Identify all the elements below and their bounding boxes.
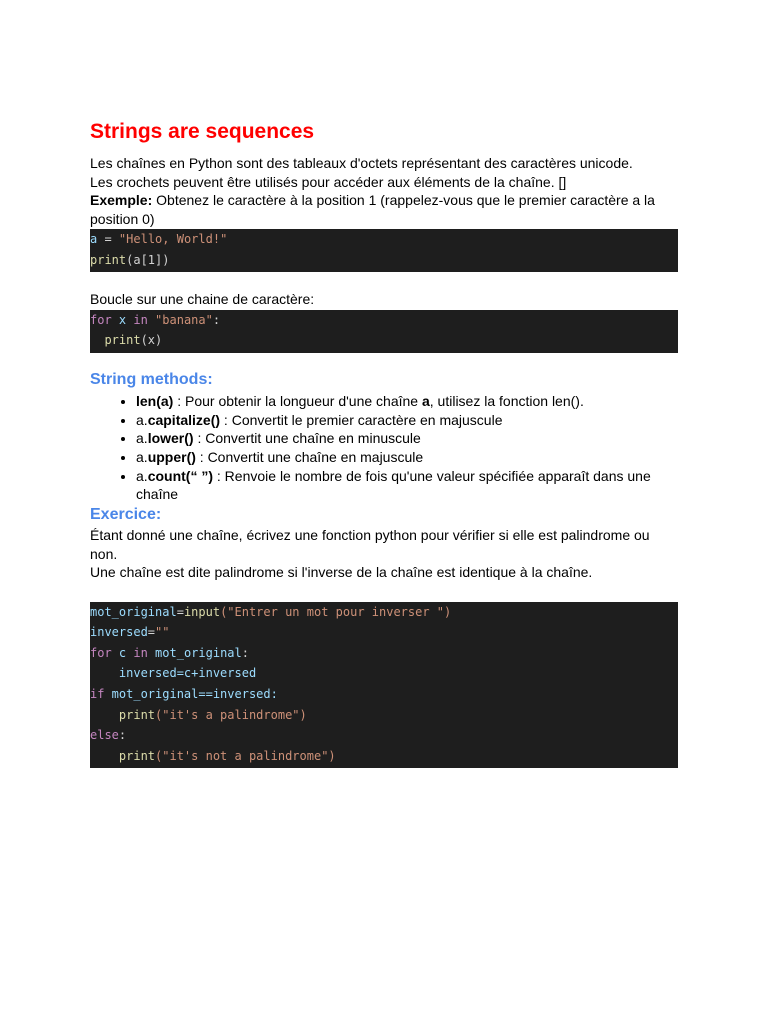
code-token: =: [147, 625, 156, 640]
code-token: mot_original: [147, 645, 242, 660]
code-token: mot_original: [104, 686, 199, 701]
code-token: "": [155, 625, 170, 640]
code-line: [90, 622, 678, 643]
code-token: [90, 708, 119, 722]
item-text: : Convertit le premier caractère en majuscule: [220, 411, 503, 428]
list-item: [136, 392, 680, 411]
code-token: mot_original: [90, 604, 177, 619]
code-token: print: [90, 252, 127, 267]
code-token: ==inversed:: [198, 686, 278, 701]
code-token: ("it's a palindrome"): [155, 707, 307, 722]
code-token: [90, 666, 119, 680]
item-prefix: a.: [136, 430, 148, 447]
example-text: Obtenez le caractère à la position 1 (rappelez-vous que le premier caractère a la position 0): [90, 192, 655, 227]
code-token: :: [118, 728, 127, 743]
code-token: [90, 333, 104, 347]
method-name: count(“ ”): [147, 467, 214, 484]
code-line: [90, 663, 678, 684]
list-item: [136, 411, 680, 430]
code-block-3: [90, 602, 678, 769]
code-line: [90, 330, 678, 351]
code-token: "banana": [147, 312, 213, 327]
code-line: [90, 725, 678, 746]
code-line: [90, 746, 678, 767]
code-token: inversed: [90, 625, 148, 640]
code-token: (x): [140, 333, 163, 348]
item-prefix: a.: [136, 411, 148, 428]
code-token: [90, 749, 119, 763]
intro-line-1: Les chaînes en Python sont des tableaux d'octets représentant des caractères unicode.: [90, 155, 633, 171]
loop-text: Boucle sur une chaine de caractère:: [90, 291, 315, 308]
item-prefix: a.: [136, 448, 148, 465]
code-token: x: [111, 312, 134, 327]
intro-line-2: Les crochets peuvent être utilisés pour accéder aux éléments de la chaîne. []: [90, 173, 567, 190]
code-line: [90, 684, 678, 705]
item-text-2: , utilisez la fonction len().: [429, 392, 584, 409]
code-token: =: [176, 604, 184, 619]
code-token: =c+inversed: [176, 666, 257, 681]
example-line: [90, 191, 680, 228]
code-line: [90, 602, 678, 623]
code-line: [90, 705, 678, 726]
code-token: else: [90, 728, 119, 743]
code-token: in: [133, 312, 148, 327]
methods-list: [90, 392, 680, 504]
list-item: [136, 429, 680, 448]
code-token: :: [212, 312, 221, 327]
exercise-heading: Exercice:: [90, 506, 162, 524]
list-item: [136, 467, 680, 504]
code-token: ("it's not a palindrome"): [155, 748, 336, 763]
item-text: : Pour obtenir la longueur d'une chaîne: [173, 392, 422, 409]
item-text: : Convertit une chaîne en minuscule: [193, 430, 421, 447]
code-token: :: [241, 645, 249, 660]
code-token: for: [90, 312, 112, 327]
list-item: [136, 448, 680, 467]
code-line: [90, 643, 678, 664]
code-token: if: [90, 686, 105, 701]
code-token: print: [118, 748, 156, 763]
code-line: [90, 250, 678, 271]
code-token: "Hello, World!": [118, 232, 228, 246]
code-block-2: [90, 310, 678, 353]
item-text: : Convertit une chaîne en majuscule: [195, 448, 424, 465]
exercise-line-2: Une chaîne est dite palindrome si l'inverse de la chaîne est identique à la chaîne.: [90, 564, 593, 581]
exercise-line-1: Étant donné une chaîne, écrivez une fonction python pour vérifier si elle est palindrome ou non.: [90, 527, 650, 562]
method-name: capitalize(): [147, 411, 221, 428]
code-token: for: [90, 645, 112, 660]
code-token: inversed: [118, 666, 177, 681]
code-token: (a[1]): [126, 252, 170, 267]
intro-paragraph: [90, 154, 680, 228]
method-name: lower(): [147, 430, 194, 447]
method-name: upper(): [147, 448, 196, 465]
code-token: input: [183, 604, 221, 619]
example-label: Exemple:: [90, 192, 153, 208]
code-token: in: [133, 645, 148, 660]
exercise-paragraph: [90, 526, 680, 582]
code-line: [90, 310, 678, 331]
code-token: ("Entrer un mot pour inverser "): [220, 604, 452, 619]
item-prefix: a.: [136, 467, 148, 484]
methods-heading: String methods:: [90, 370, 213, 388]
code-token: c: [111, 645, 134, 660]
code-token: print: [104, 333, 141, 348]
item-text: : Renvoie le nombre de fois qu'une valeur spécifiée apparaît dans une chaîne: [136, 467, 651, 503]
item-bold: a: [421, 392, 430, 409]
code-token: print: [118, 707, 156, 722]
method-name: len(a): [136, 392, 174, 409]
code-token: =: [97, 232, 119, 246]
code-block-1: [90, 229, 678, 272]
code-line: [90, 229, 678, 250]
document-page: [90, 118, 680, 768]
page-title: Strings are sequences: [90, 120, 315, 143]
code-token: a: [90, 232, 98, 246]
